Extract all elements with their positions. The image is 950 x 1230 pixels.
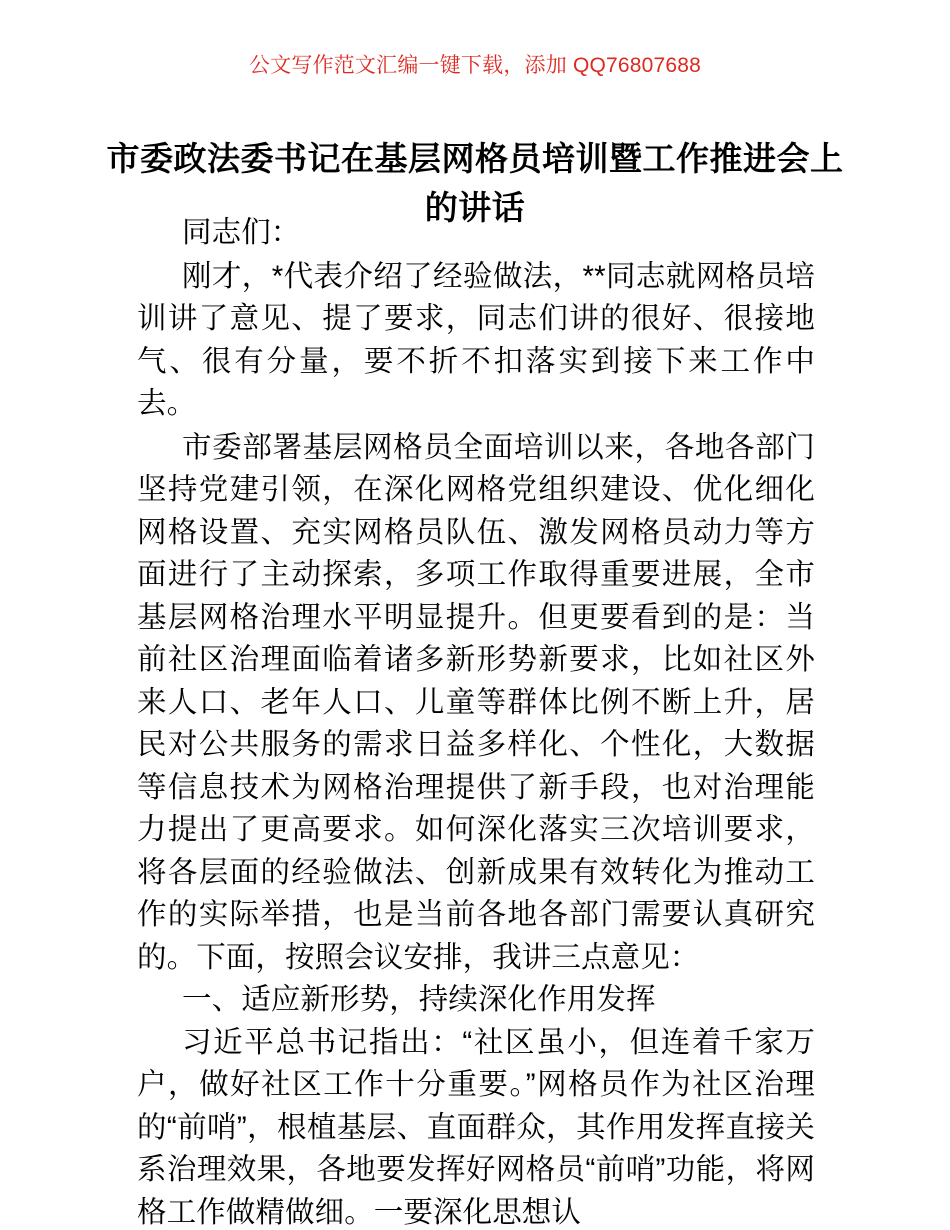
section-heading-1: 一、适应新形势，持续深化作用发挥 xyxy=(182,983,656,1016)
promo-header-text: 公文写作范文汇编一键下载，添加 QQ76807688 xyxy=(248,54,702,77)
salutation: 同志们： xyxy=(182,216,301,249)
paragraph-1: 刚才，*代表介绍了经验做法，**同志就网格员培训讲了意见、提了要求，同志们讲的很好、很接地气、很有分量，要不折不扣落实到接下来工作中去。 xyxy=(137,259,815,420)
page-title: 市委政法委书记在基层网格员培训暨工作推进会上的讲话 xyxy=(106,140,844,227)
document-body xyxy=(137,212,815,1230)
paragraph-2: 市委部署基层网格员全面培训以来，各地各部门坚持党建引领，在深化网格党组织建设、优化细化网格设置、充实网格员队伍、激发网格员动力等方面进行了主动探索，多项工作取得重要进展，全市基层网格治理水平明显提升。但更要看到的是：当前社区治理面临着诸多新形势新要求，比如社区外来人口、老年人口、儿童等群体比例不断上升，居民对公共服务的需求日益多样化、个性化，大数据等信息技术为网格治理提供了新手段，也对治理能力提出了更高要求。如何深化落实三次培训要求，将各层面的经验做法、创新成果有效转化为推动工作的实际举措，也是当前各地各部门需要认真研究的。下面，按照会议安排，我讲三点意见： xyxy=(137,430,815,974)
section-paragraph-1: 习近平总书记指出：“社区虽小，但连着千家万户，做好社区工作十分重要。”网格员作为社区治理的“前哨”，根植基层、直面群众，其作用发挥直接关系治理效果，各地要发挥好网格员“前哨”功能，将网格工作做精做细。一要深化思想认 xyxy=(137,1025,815,1229)
